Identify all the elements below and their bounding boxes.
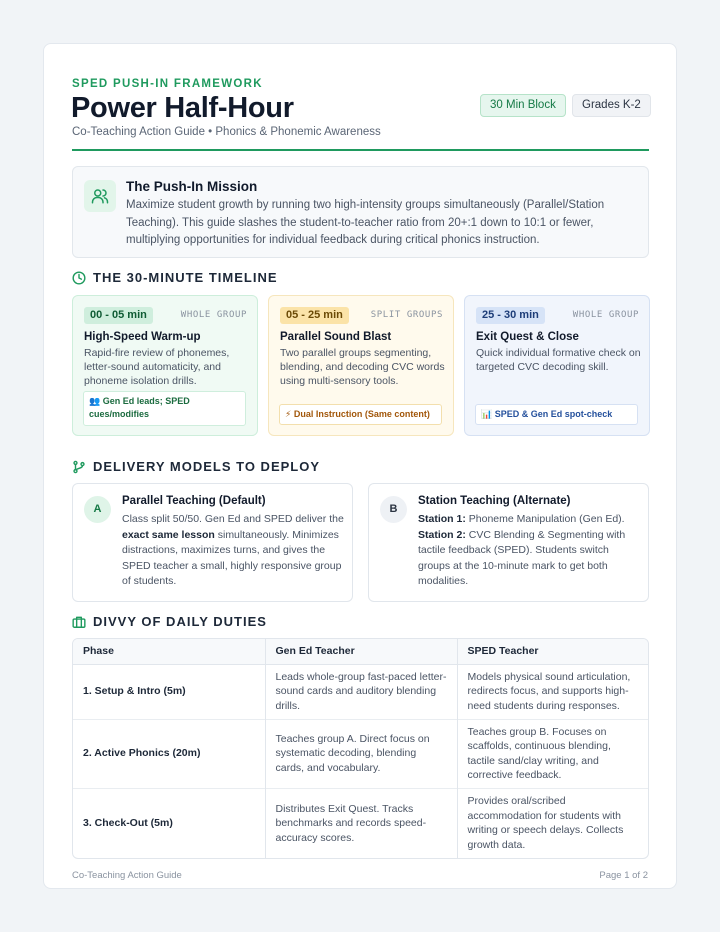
- grade-level-badge: Grades K-2: [572, 94, 651, 117]
- users-icon: [84, 180, 116, 212]
- time-badge: 25 - 30 min: [476, 307, 545, 324]
- model-title: Station Teaching (Alternate): [418, 495, 571, 507]
- model-letter: B: [380, 496, 407, 523]
- mission-callout: [72, 166, 649, 258]
- timeline-card-warmup: [72, 295, 258, 436]
- clock-icon: [72, 271, 86, 285]
- timeline-card-sound-blast: [268, 295, 454, 436]
- gen-ed-cell: Distributes Exit Quest. Tracks benchmarks and records speed-accuracy scores.: [265, 788, 457, 858]
- time-badge: 05 - 25 min: [280, 307, 349, 324]
- briefcase-icon: [72, 615, 86, 629]
- segment-description: Quick individual formative check on targeted CVC decoding skill.: [476, 347, 641, 373]
- segment-name: Parallel Sound Blast: [280, 331, 392, 343]
- guide-page: [43, 43, 677, 889]
- model-card-parallel: [72, 483, 353, 602]
- timeline-heading-text: THE 30-MINUTE TIMELINE: [93, 270, 278, 285]
- sped-cell: Teaches group B. Focuses on scaffolds, continuous blending, tactile sand/clay writing, and corrective feedback.: [457, 719, 649, 788]
- role-note: 👥 Gen Ed leads; SPED cues/modifies: [83, 391, 246, 426]
- group-tag: SPLIT GROUPS: [370, 310, 443, 320]
- models-heading-text: DELIVERY MODELS TO DEPLOY: [93, 459, 321, 474]
- gen-ed-cell: Teaches group A. Direct focus on systematic decoding, blending cards, and vocabulary.: [265, 719, 457, 788]
- column-header: SPED Teacher: [457, 639, 649, 664]
- segment-description: Rapid-fire review of phonemes, letter-sound automaticity, and phoneme isolation drills.: [84, 347, 230, 387]
- phase-cell: 3. Check-Out (5m): [73, 788, 265, 858]
- header-divider: [72, 149, 649, 151]
- segment-name: Exit Quest & Close: [476, 331, 579, 343]
- sped-cell: Provides oral/scribed accommodation for students with writing or speech delays. Collects growth data.: [457, 788, 649, 858]
- duties-heading-text: DIVVY OF DAILY DUTIES: [93, 614, 267, 629]
- block-length-badge: 30 Min Block: [480, 94, 566, 117]
- group-tag: WHOLE GROUP: [572, 310, 639, 320]
- segment-description: Two parallel groups segmenting, blending, and decoding CVC words using multi-sensory tools.: [280, 347, 445, 387]
- role-note: 📊 SPED & Gen Ed spot-check: [475, 404, 638, 425]
- model-title: Parallel Teaching (Default): [122, 495, 266, 507]
- git-branch-icon: [72, 460, 86, 474]
- phase-cell: 1. Setup & Intro (5m): [73, 664, 265, 719]
- time-badge: 00 - 05 min: [84, 307, 153, 324]
- model-letter: A: [84, 496, 111, 523]
- gen-ed-cell: Leads whole-group fast-paced letter-sound cards and auditory blending drills.: [265, 664, 457, 719]
- page-title: Power Half-Hour: [71, 92, 294, 124]
- column-header: Phase: [73, 639, 265, 664]
- mission-title: The Push-In Mission: [126, 179, 258, 194]
- timeline-card-exit-quest: [464, 295, 650, 436]
- role-note: ⚡ Dual Instruction (Same content): [279, 404, 442, 425]
- group-tag: WHOLE GROUP: [180, 310, 247, 320]
- model-description: Class split 50/50. Gen Ed and SPED deliver the exact same lesson simultaneously. Minimizes distractions, maximizes turns, and gives the SPED teacher a small, highly responsive group of students.: [122, 513, 344, 587]
- duties-table: [72, 638, 649, 859]
- column-header: Gen Ed Teacher: [265, 639, 457, 664]
- page-number: Page 1 of 2: [599, 870, 648, 881]
- mission-text: Maximize student growth by running two high-intensity groups simultaneously (Parallel/Station Teaching). This guide slashes the student-to-teacher ratio from 20+:1 down to 10:1 or fewer, multiplying opportunities for individual feedback during critical phonics instruction.: [126, 199, 605, 246]
- table-row: [73, 719, 649, 788]
- segment-name: High-Speed Warm-up: [84, 331, 201, 343]
- model-card-station: [368, 483, 649, 602]
- model-description: Station 1: Phoneme Manipulation (Gen Ed). Station 2: CVC Blending & Segmenting with tactile feedback (SPED). Students switch groups at the 10-minute mark to get both modalities.: [418, 513, 626, 587]
- sped-cell: Models physical sound articulation, redirects focus, and supports high-need students during responses.: [457, 664, 649, 719]
- phase-cell: 2. Active Phonics (20m): [73, 719, 265, 788]
- table-header-row: [73, 639, 649, 664]
- page-subtitle: Co-Teaching Action Guide • Phonics & Phonemic Awareness: [72, 126, 381, 138]
- table-row: [73, 788, 649, 858]
- eyebrow-label: SPED PUSH-IN FRAMEWORK: [72, 78, 263, 90]
- footer-title: Co-Teaching Action Guide: [72, 870, 182, 881]
- table-row: [73, 664, 649, 719]
